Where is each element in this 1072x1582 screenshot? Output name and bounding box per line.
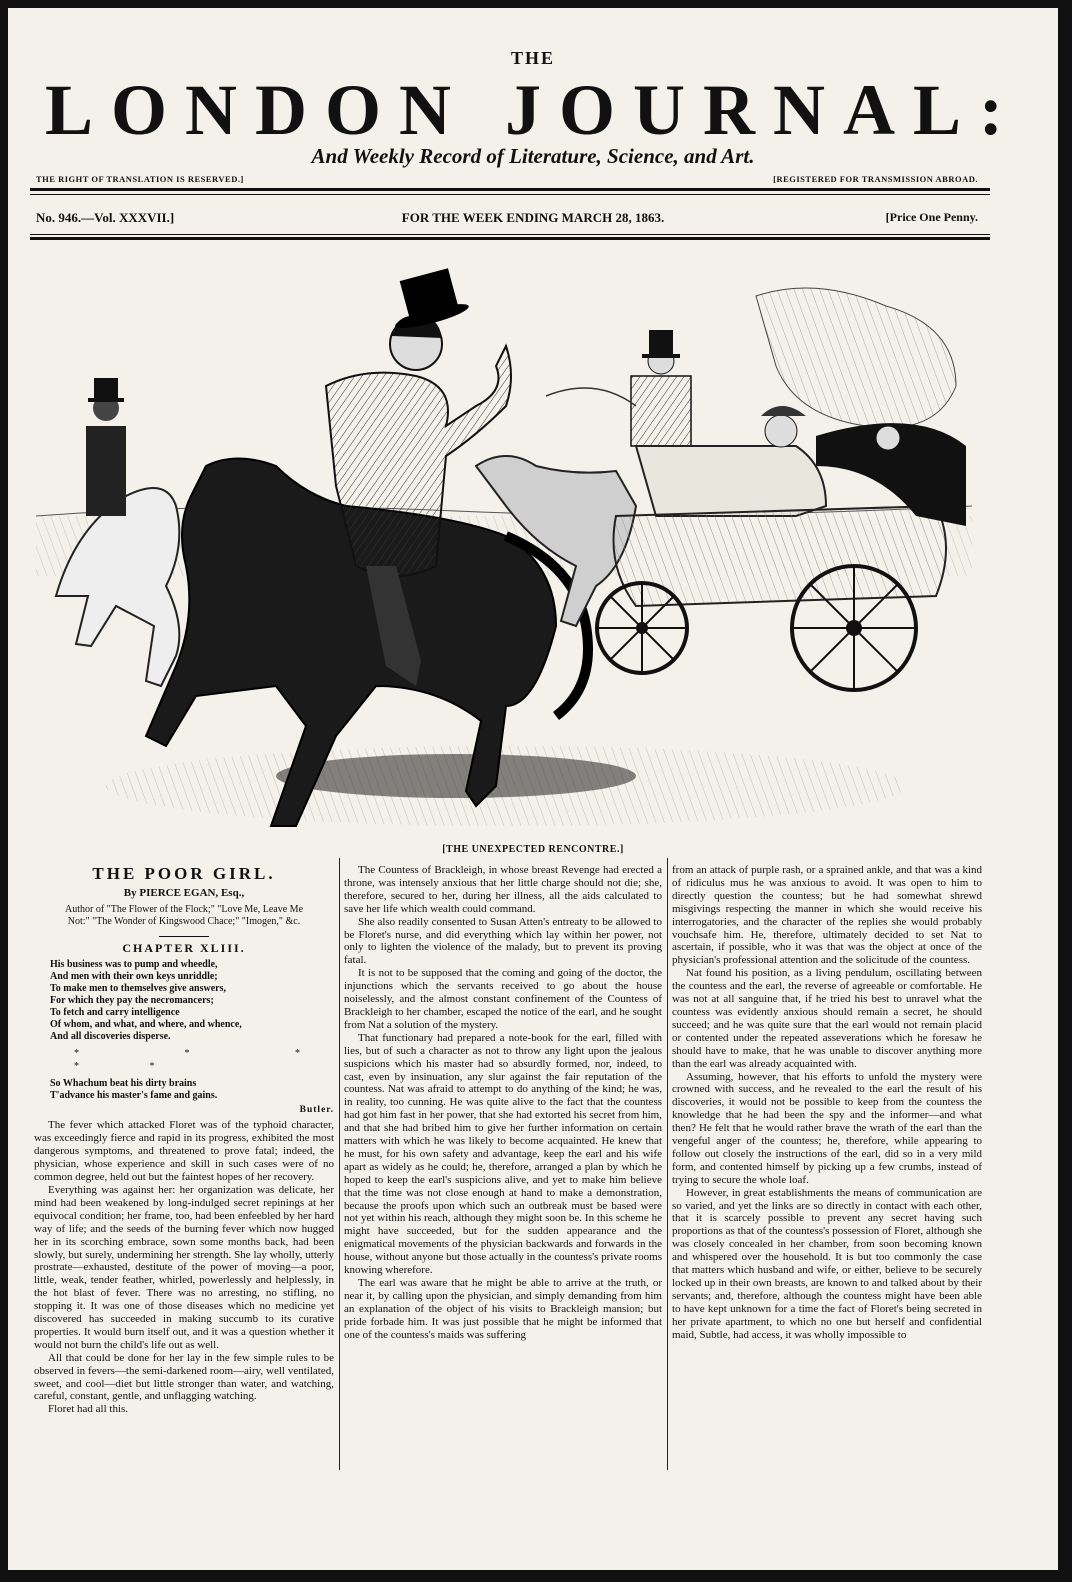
rights-notice: THE RIGHT OF TRANSLATION IS RESERVED.]	[36, 174, 244, 184]
body-paragraph: It is not to be supposed that the coming and going of the doctor, the injunctions which the servants received to go about the house noiselessly, and the almost constant confinement of the Countess of Brackleigh to her chamber, escaped the notice of the earl, and he sought from Nat a solution of the mystery.	[344, 967, 662, 1031]
body-paragraph: Floret had all this.	[48, 1403, 129, 1416]
masthead-rule-thin	[30, 194, 990, 195]
body-paragraph: from an attack of purple rash, or a sprained ankle, and that was a kind of ridiculus mus he was anxious to avoid. It was open to him to directly question the countess; but he had somewhat shrewd misgivings respecting the manner in which she would receive his interrogatories, and the character of the replies she would probably vouchsafe him. He, therefore, ultimately decided to set Nat to ascertain, if possible, who it was that was the object at once of the physician's professional attention and the solicitude of the countess.	[672, 864, 982, 967]
column-1	[34, 864, 334, 1416]
body-paragraph: That functionary had prepared a note-book for the earl, filled with lies, but of such a character as not to throw any light upon the jealous suspicions which his master had so absurdly formed, nor, indeed, to cast, even by insinuation, any slur against the fair reputation of the countess. Nat was afraid to attempt to do anything of the kind; he was, in reality, too cunning. He was quite alive to the fact that the countess had got him fast in her power, that she had extorted his secret from him, and that she had bribed him to give her further information on certain matters with which he was likely to become acquainted. He knew that he must, for his own safety and advantage, keep the earl and his wife apart as widely as he could; he, therefore, arranged a plan by which he hoped to keep the earl's suspicions alive, and yet to make him believe that the time was not close enough at hand to make a demonstration, because the proofs upon which such an outbreak must be based were not yet within his reach, although they might soon be. In this scheme he might have succeeded, but for the sudden appearance and the enigmatical movements of the physician backwards and forwards in the house, without anyone but those actually in the countess's private rooms knowing wherefore.	[344, 1031, 662, 1277]
verse-line: For which they pay the necromancers;	[50, 994, 214, 1006]
registered-notice: [REGISTERED FOR TRANSMISSION ABROAD.	[773, 174, 978, 184]
body-paragraph: The Countess of Brackleigh, in whose breast Revenge had erected a throne, was intensely anxious that her little charge should not die; she, therefore, secured to her, during her illness, all the aids calculated to save her life which wealth could command.	[344, 864, 662, 915]
story-title: THE POOR GIRL.	[92, 864, 276, 883]
body-paragraph: The fever which attacked Floret was of the typhoid character, was exceedingly fierce and rapid in its progress, exhibited the most dangerous symptoms, and threatened to prove fatal; indeed, the physician, whose experience and skill in such cases were of no common degree, held out but the faintest hopes of her recovery.	[34, 1119, 334, 1184]
body-paragraph: The earl was aware that he might be able to arrive at the truth, or near it, by calling upon the physician, and simply demanding from him an explanation of the object of his visits to Brackleigh mansion; but pride forbade him. It was just possible that he might be informed that one of the countess's maids was suffering	[344, 1277, 662, 1341]
author-note	[34, 904, 334, 928]
newspaper-page	[8, 8, 1058, 1570]
verse-line: Of whom, and what, and where, and whence,	[50, 1018, 242, 1030]
verse-line: And men with their own keys unriddle;	[50, 970, 218, 982]
body-paragraph: However, in great establishments the means of communication are so varied, and yet the links are so directly in contact with each other, that it is scarcely possible to prevent any secret having such proportions as that of the countess's possession of Floret, although she was closely concealed in her chamber, from soon becoming known and whispered over the household. It is but too commonly the case that matters which husband and wife, or either, believe to be securely locked up in their own breasts, are known to and talked about by their servants; and, therefore, although the countess might have been able to have kept unknown for a time the fact of Floret's being secreted in her private apartment, to which no one but herself and confidential maid, Subtle, had access, it was wholly impossible to	[672, 1186, 982, 1341]
column-divider-2	[667, 858, 668, 1470]
epigraph-verse	[50, 959, 334, 1043]
column-2	[344, 864, 662, 1342]
story-byline: By PIERCE EGAN, Esq.,	[123, 886, 245, 899]
verse-line: T'advance his master's fame and gains.	[50, 1089, 218, 1101]
masthead-the: THE	[510, 48, 555, 68]
verse-line: His business was to pump and wheedle,	[50, 958, 218, 970]
body-paragraph: Nat found his position, as a living pendulum, oscillating between the countess and the earl, the reverse of agreeable or comfortable. He was not at all sanguine that, if he tried his best to unravel what the countess was evidently anxious should remain a secret, he should succeed; and he was quite sure that the earl would not remain placid or contented under the repeated asseverations which he foresaw he should have to make, that he was unable to discover anything more than the earl was already acquainted with.	[672, 967, 982, 1070]
verse-line: So Whachum beat his dirty brains	[50, 1077, 197, 1089]
chapter-rule	[159, 936, 209, 937]
epigraph-verse-2	[50, 1078, 334, 1102]
body-paragraph: She also readily consented to Susan Atten's entreaty to be allowed to be Floret's nurse, and did everything which lay within her power, not only to lighten the violence of the malady, but to prevent its proving fatal.	[344, 915, 662, 967]
author-note-line-2: Not:" "The Wonder of Kingswood Chace;" "Imogen," &c.	[67, 915, 301, 927]
issue-rule-thin	[30, 234, 990, 235]
issue-rule-thick	[30, 237, 990, 240]
body-paragraph: Everything was against her: her organization was delicate, her mind had been weakened by long-indulged secret repinings at her equivocal condition; her frame, too, had been enfeebled by her hard way of life; and the seeds of the burning fever which now hugged her in its scorching embrace, sown some months back, had been slowly, but surely, undermining her strength. She lay wholly, utterly prostrate—exhausted, destitute of the power of moving—a poor, little, weak, tender feather, whirled, powerlessly and helplessly, in the hot blast of fever. There was no arresting, no stifling, no stopping it. It was one of those diseases which no medicine yet discovered has succeeded in making succumb to its curative properties. It would burn itself out, and it was a question whether it would not burn the child's life out as well.	[34, 1183, 334, 1351]
issue-number: No. 946.—Vol. XXXVII.]	[36, 210, 175, 225]
engraving-illustration	[36, 266, 972, 838]
verse-line: To make men to themselves give answers,	[50, 982, 227, 994]
verse-stars: * * * * *	[74, 1047, 334, 1072]
column-3	[672, 864, 982, 1342]
column-divider-1	[339, 858, 340, 1470]
masthead-title: LONDON JOURNAL:	[44, 70, 1021, 150]
masthead-subtitle: And Weekly Record of Literature, Science, and Art.	[311, 144, 755, 168]
verse-line: To fetch and carry intelligence	[50, 1006, 180, 1018]
author-note-line-1: Author of "The Flower of the Flock;" "Love Me, Leave Me	[64, 903, 304, 915]
verse-author: Butler.	[299, 1104, 334, 1115]
issue-price: [Price One Penny.	[885, 210, 978, 224]
body-paragraph: Assuming, however, that his efforts to unfold the mystery were crowned with success, and he revealed to the earl the result of his discoveries, it would not be possible to keep from the countess the knowledge that he had been the spy and the informer—and what then? He felt that he would rather brave the wrath of the earl than the vengeful anger of the countess; he, therefore, while appearing to follow out closely the instructions of the earl, did so in a very mild form, and contented himself by picking up a few crumbs, instead of trying to secure the whole loaf.	[672, 1070, 982, 1186]
chapter-heading: CHAPTER XLIII.	[122, 940, 246, 955]
verse-line: And all discoveries disperse.	[50, 1030, 171, 1042]
masthead-rule-thick	[30, 188, 990, 191]
illustration-caption: [THE UNEXPECTED RENCONTRE.]	[442, 844, 624, 855]
body-paragraph: All that could be done for her lay in the few simple rules to be observed in fevers—the semi-darkened room—airy, well ventilated, sweet, and cool—diet but little stronger than water, and watching, careful, constant, gentle, and unflagging watching.	[34, 1351, 334, 1403]
issue-date: FOR THE WEEK ENDING MARCH 28, 1863.	[401, 210, 665, 225]
